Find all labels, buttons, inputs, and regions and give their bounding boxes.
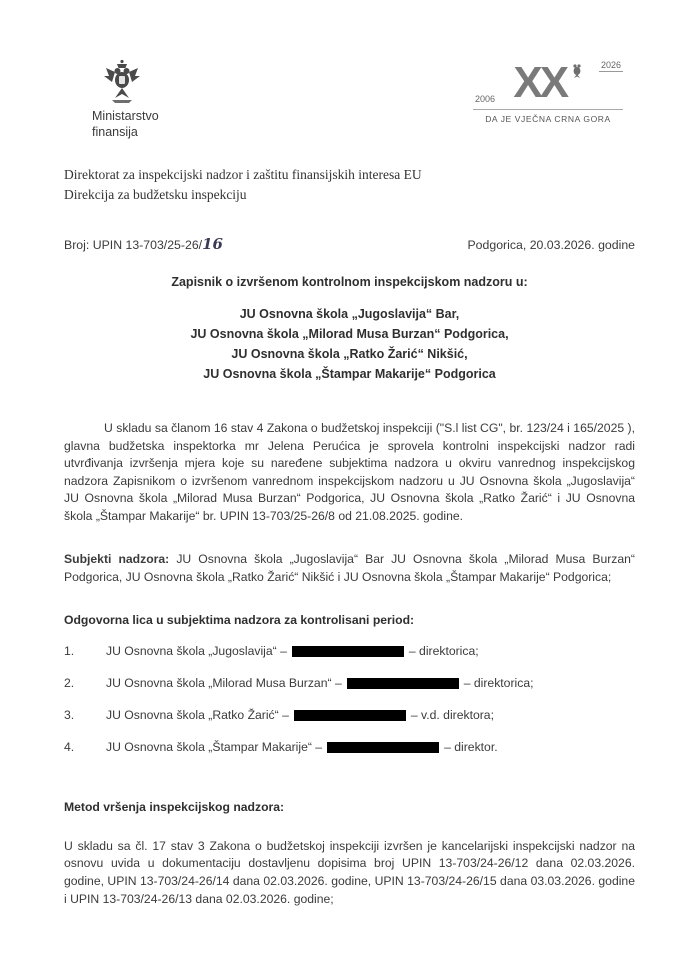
list-item-suffix: – direktor. [444, 739, 498, 754]
list-item [64, 643, 635, 660]
directorate-block [64, 165, 635, 206]
schools-heading-line: JU Osnovna škola „Štampar Makarije“ Podgorica [203, 367, 496, 381]
directorate-line1: Direktorat za inspekcijski nadzor i zaštitu finansijskih interesa EU [64, 166, 422, 182]
anniversary-logo-top [473, 60, 623, 106]
handwritten-number: 16 [202, 235, 223, 253]
anniversary-year-start: 2006 [475, 94, 496, 104]
list-item [64, 707, 635, 724]
responsible-list [64, 643, 635, 756]
redaction-bar [347, 678, 459, 689]
anniversary-logo [473, 60, 623, 124]
reference-row [64, 235, 635, 253]
document-number-label: Broj: UPIN 13-703/25-26/ [64, 238, 203, 252]
list-item-number: 3. [64, 707, 75, 722]
list-item-suffix: – v.d. direktora; [410, 707, 494, 722]
method-heading: Metod vršenja inspekcijskog nadzora: [64, 799, 285, 814]
schools-heading-line: JU Osnovna škola „Jugoslavija“ Bar, [239, 307, 460, 321]
ministry-logo [92, 58, 159, 141]
directorate-line2: Direkcija za budžetsku inspekciju [64, 186, 247, 202]
document-number [64, 235, 223, 253]
ministry-name [92, 108, 159, 141]
anniversary-xx-letters: XX [513, 58, 567, 107]
place-date: Podgorica, 20.03.2026. godine [467, 238, 635, 252]
list-item-text [106, 739, 498, 756]
ministry-name-line1: Ministarstvo [92, 109, 159, 123]
responsible-heading: Odgovorna lica u subjektima nadzora za kontrolisani period: [64, 612, 415, 627]
coat-of-arms-icon [102, 58, 142, 106]
redaction-bar [294, 710, 406, 721]
redaction-bar [292, 646, 404, 657]
mini-crest-icon [571, 62, 583, 83]
schools-heading-line: JU Osnovna škola „Milorad Musa Burzan“ Podgorica, [190, 327, 509, 341]
list-item-prefix: JU Osnovna škola „Ratko Žarić“ – [106, 707, 289, 722]
list-item-prefix: JU Osnovna škola „Štampar Makarije“ – [106, 739, 323, 754]
list-item-number: 4. [64, 739, 75, 754]
anniversary-divider [473, 109, 623, 110]
redaction-bar [327, 742, 439, 753]
anniversary-year-end: 2026 [600, 60, 621, 70]
list-item-text [106, 707, 494, 724]
list-item-text [106, 643, 479, 660]
method-paragraph: U skladu sa čl. 17 stav 3 Zakona o budžetskoj inspekciji izvršen je kancelarijski inspekcijski nadzor na osnovu uvida u dokumentaciju dostavljenu dopisima broj UPIN 13-703/24-26/12 dana 02.03.2026. godine, UPIN 13-703/24-26/14 dana 02.03.2026. godine, UPIN 13-703/24-26/15 dana 03.03.2026. godine i UPIN 13-703/24-26/13 dana 02.03.2026. godine; [64, 838, 635, 906]
anniversary-tagline: DA JE VJEČNA CRNA GORA [485, 114, 611, 124]
subjects-label: Subjekti nadzora: [64, 552, 170, 567]
header [64, 58, 635, 141]
subjects-text: JU Osnovna škola „Jugoslavija“ Bar JU Osnovna škola „Milorad Musa Burzan“ Podgorica, JU Osnovna škola „Ratko Žarić“ Nikšić i JU Osnovna škola „Štampar Makarije“ Podgorica; [64, 552, 635, 584]
schools-heading-line: JU Osnovna škola „Ratko Žarić“ Nikšić, [231, 347, 468, 361]
list-item [64, 739, 635, 756]
list-item-number: 1. [64, 643, 75, 658]
document-title: Zapisnik o izvršenom kontrolnom inspekcijskom nadzoru u: [171, 275, 528, 289]
list-item-prefix: JU Osnovna škola „Jugoslavija“ – [106, 643, 287, 658]
list-item-suffix: – direktorica; [463, 675, 534, 690]
ministry-name-line2: finansija [92, 125, 138, 140]
list-item-prefix: JU Osnovna škola „Milorad Musa Burzan“ – [106, 675, 342, 690]
list-item-number: 2. [64, 675, 75, 690]
subjects-paragraph [64, 551, 635, 586]
list-item [64, 675, 635, 692]
schools-heading [64, 304, 635, 384]
list-item-text [106, 675, 534, 692]
list-item-suffix: – direktorica; [408, 643, 479, 658]
intro-paragraph: U skladu sa članom 16 stav 4 Zakona o budžetskoj inspekciji ("S.l list CG", br. 123/24 i 165/2025 ), glavna budžetska inspektorka mr Jelena Perućica je sprovela kontrolni inspekcijski nadzor radi utvrđivanja izvršenja mjera koje su naređene subjektima nadzora u okviru vanrednog inspekcijskog nadzora Zapisnikom o izvršenom vanrednom inspekcijskom nadzoru u JU Osnovna škola „Jugoslavija“ JU Osnovna škola „Milorad Musa Burzan“ Podgorica, JU Osnovna škola „Ratko Žarić“ i JU Osnovna škola „Štampar Makarije“ br. UPIN 13-703/25-26/8 od 21.08.2025. godine. [64, 421, 635, 523]
